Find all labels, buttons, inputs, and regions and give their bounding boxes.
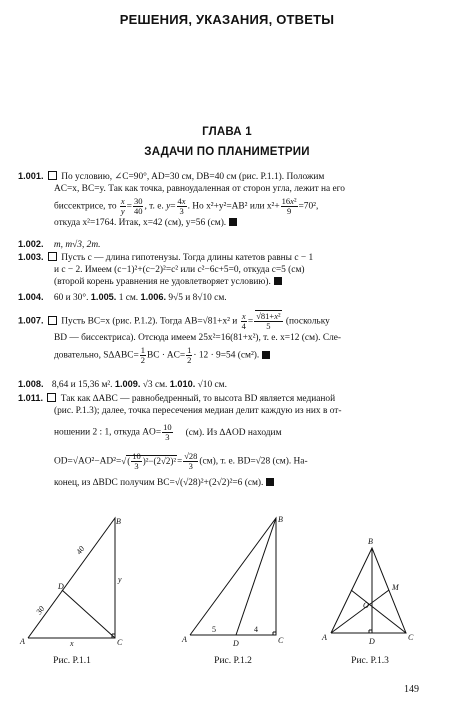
problem-text-line: 1 см. xyxy=(118,293,139,303)
fraction: $\frac{\text{16x²}}{9}$ xyxy=(281,196,297,217)
fraction: $\frac{\text{√81+x²}}{5}$ xyxy=(256,311,281,331)
problem-text-line: Пусть c — длина гипотенузы. Тогда длины катетов равны c − 1 xyxy=(61,253,314,263)
fig2-label-4: 4 xyxy=(254,625,258,634)
fraction: $\frac{4x}{3}$ xyxy=(177,196,186,217)
end-proof-icon xyxy=(262,351,270,359)
section-title: ЗАДАЧИ ПО ПЛАНИМЕТРИИ xyxy=(144,146,310,158)
radical-expression: √( $\frac{10}{3}$ )²−(2√2)²= $\frac{√28}{3}$ xyxy=(121,451,198,472)
problem-text-line: , т. е. xyxy=(144,202,164,213)
square-marker-icon xyxy=(47,393,56,402)
fraction: $\frac{x}{y}$ xyxy=(120,196,125,217)
problem-text-line: откуда x²=1764. Итак, x=42 (см), y=56 (см). xyxy=(54,218,227,229)
problem-number: 1.005. xyxy=(90,292,117,302)
fraction: $\frac{x}{4}$ xyxy=(241,311,246,331)
problem-number: 1.009. xyxy=(114,379,141,389)
problem-text-line: Так как ∆ABC — равнобедренный, то высота BD является медианой xyxy=(60,394,336,404)
fig3-label-D: D xyxy=(369,637,375,646)
problem-text-line: OD=√AO²−AD²= xyxy=(54,456,122,467)
square-marker-icon xyxy=(48,252,57,261)
fraction: $\frac{30}{40}$ xyxy=(133,196,143,217)
fig3-label-M: M xyxy=(392,583,399,592)
problem-text-line: √3 см. xyxy=(142,380,168,390)
problem-text-line: 60 и 30°. xyxy=(53,293,89,303)
problem-number: 1.001. xyxy=(18,171,44,181)
problem-text-line: (рис. Р.1.3); далее, точка пересечения медиан делит каждую из них в от- xyxy=(54,406,342,417)
problem-text-line: (второй корень уравнения не удовлетворяет условию). xyxy=(54,277,271,288)
fraction: $\frac{1}{2}$ xyxy=(187,345,192,366)
fig3-label-C: C xyxy=(408,633,414,642)
problem-number: 1.011. xyxy=(18,393,44,403)
problem-text-line: конец, из ∆BDC получим BC=√(√28)²+(2√2)²=6 (см). xyxy=(54,478,264,489)
fig2-label-A: A xyxy=(182,635,187,644)
figures xyxy=(0,510,454,660)
problem-text-line: · 12 · 9=54 (см²). xyxy=(193,350,260,361)
square-marker-icon xyxy=(48,316,57,325)
problem-text-line: (поскольку xyxy=(285,316,330,327)
problem-text-line: m, m√3, 2m. xyxy=(53,240,101,250)
problem-text-line: BD — биссектриса). Отсюда имеем 25x²=16(81+x²), т. е. x=12 (см). Сле- xyxy=(54,333,342,343)
problem-1001: 1.001. По условию, ∠C=90°, AD=30 см, DB=40 см (рис. Р.1.1). Положим AC=x, BC=y. Так как точка, равноудаленная от сторон угла, лежит на его биссектрисе, то $\frac{x}{y}$ = $\frac{30}{40}$ , т. е. y= $\frac{4x}{3}$ . Но x²+y²=AB² или x²+ $\frac{\text{16x²}}{9}$ =70², откуда x²=1764. Итак, x=42 (см), y=56 (см). xyxy=(18,170,436,230)
figure-2-caption: Рис. Р.1.2 xyxy=(214,656,252,666)
fig1-label-C: C xyxy=(117,638,123,647)
problem-1008 xyxy=(18,378,436,391)
figure-1-caption: Рис. Р.1.1 xyxy=(53,656,91,666)
problem-number: 1.003. xyxy=(18,252,44,262)
problem-text-line: (см), т. е. BD=√28 (см). На- xyxy=(199,456,308,467)
problem-text-line: и c − 2. Имеем (c−1)²+(c−2)²=c² или c²−6c+5=0, откуда c=5 (см) xyxy=(54,265,305,276)
square-marker-icon xyxy=(48,171,57,180)
fig3-label-A: A xyxy=(322,633,327,642)
fig1-label-30: 30 xyxy=(34,604,47,617)
fig3-label-B: B xyxy=(368,537,373,546)
fraction: $\frac{10}{3}$ xyxy=(163,422,172,443)
problem-number: 1.007. xyxy=(18,315,44,326)
problem-text-line: По условию, ∠C=90°, AD=30 см, DB=40 см (рис. Р.1.1). Положим xyxy=(61,172,325,182)
fig1-label-B: B xyxy=(116,517,121,526)
figure-2-triangle xyxy=(190,518,276,635)
figure-1-triangle xyxy=(28,518,115,638)
fig1-label-x: x xyxy=(70,639,74,648)
problem-number: 1.006. xyxy=(140,292,167,302)
problem-number: 1.010. xyxy=(169,379,196,389)
problem-text-line: . Но x²+y²=AB² или x²+ xyxy=(187,202,280,213)
problem-text-line: =70², xyxy=(298,202,319,213)
problem-1011 xyxy=(18,392,436,490)
figure-3-caption: Рис. Р.1.3 xyxy=(351,656,389,666)
problem-text-line: Пусть BC=x (рис. Р.1.2). Тогда AB=√81+x² и xyxy=(61,316,238,327)
problem-1003 xyxy=(18,251,436,289)
problem-number: 1.008. xyxy=(18,379,44,389)
fig2-label-B: B xyxy=(278,515,283,524)
fig1-label-D: D xyxy=(58,582,64,591)
fraction: $\frac{1}{2}$ xyxy=(140,345,146,366)
problem-1002 xyxy=(18,238,436,251)
end-proof-icon xyxy=(274,277,282,285)
fig2-label-D: D xyxy=(233,639,239,648)
problem-text-line: биссектрисе, то xyxy=(54,202,117,213)
fig1-label-40: 40 xyxy=(74,544,87,557)
chapter-title: ГЛАВА 1 xyxy=(202,126,252,138)
problem-number: 1.004. xyxy=(18,292,44,302)
problem-number: 1.002. xyxy=(18,239,44,249)
problem-text-line: √10 см. xyxy=(197,380,227,390)
fig3-label-O: O xyxy=(363,601,369,610)
fig2-label-C: C xyxy=(278,636,284,645)
fig1-label-A: A xyxy=(20,637,25,646)
problem-text-line: ношении 2 : 1, откуда AO= xyxy=(54,428,162,439)
problem-text-line: довательно, S∆ABC= xyxy=(54,350,139,361)
fig1-label-y: y xyxy=(118,575,122,584)
page-number: 149 xyxy=(404,684,419,695)
problem-text-line: 8,64 и 15,36 м². xyxy=(51,380,113,390)
problem-text-line: 9√5 и 8√10 см. xyxy=(168,293,227,303)
problem-1004 xyxy=(18,291,436,304)
problem-text-line: BC · AC= xyxy=(147,350,186,361)
problem-text-line: AC=x, BC=y. Так как точка, равноудаленная от сторон угла, лежит на его xyxy=(54,184,345,195)
problem-text-line: (см). Из ∆AOD находим xyxy=(185,428,282,439)
end-proof-icon xyxy=(266,478,274,486)
end-proof-icon xyxy=(229,218,237,226)
problem-1007: 1.007. Пусть BC=x (рис. Р.1.2). Тогда AB=√81+x² и $\frac{x}{4}$ = $\frac{\text{√81+x²}}{5}$ (поскольку BD — биссектриса). Отсюда имеем 25x²=16(81+x²), т. е. x=12 (см). Сле- довательно, S∆ABC= $\frac{1}{2}$ BC · AC= $\frac{1}{2}$ · 12 · 9=54 (см²). xyxy=(18,312,436,365)
fig2-label-5: 5 xyxy=(212,625,216,634)
running-head: РЕШЕНИЯ, УКАЗАНИЯ, ОТВЕТЫ xyxy=(119,12,335,27)
